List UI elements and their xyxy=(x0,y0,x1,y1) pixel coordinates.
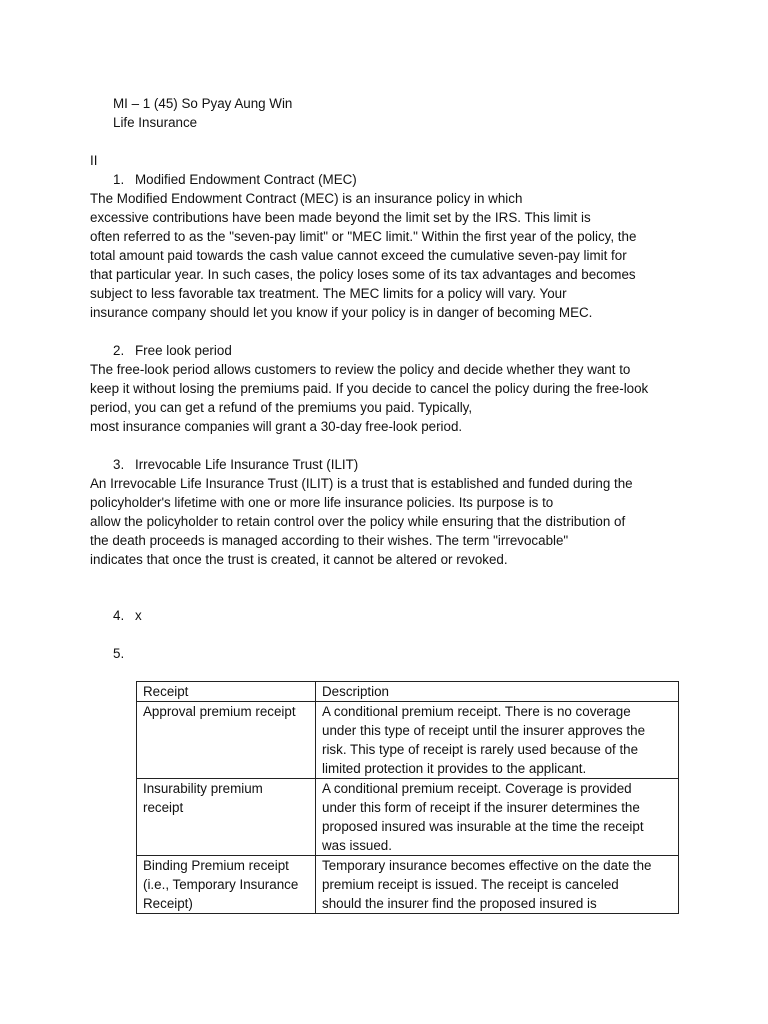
receipt-text: Approval premium receipt xyxy=(143,704,296,719)
description-text: should the insurer find the proposed insured is xyxy=(322,896,597,911)
header-description: Description xyxy=(316,682,679,702)
section-2-line: The free-look period allows customers to review the policy and decide whether they want to xyxy=(90,362,631,377)
author-line: MI – 1 (45) So Pyay Aung Win xyxy=(113,96,293,111)
section-3-line: the death proceeds is managed according to their wishes. The term "irrevocable" xyxy=(90,533,569,548)
section-3-line: An Irrevocable Life Insurance Trust (ILIT) is a trust that is established and funded during the xyxy=(90,476,633,491)
description-cell xyxy=(316,779,679,856)
section-2-line: most insurance companies will grant a 30-day free-look period. xyxy=(90,419,463,434)
section-1-line: subject to less favorable tax treatment. The MEC limits for a policy will vary. Your xyxy=(90,286,567,301)
receipt-cell xyxy=(137,702,316,779)
section-1-heading xyxy=(113,170,357,189)
section-1-line: total amount paid towards the cash value cannot exceed the cumulative seven-pay limit for xyxy=(90,248,627,263)
section-1-line: insurance company should let you know if your policy is in danger of becoming MEC. xyxy=(90,305,593,320)
table-row xyxy=(137,702,679,779)
description-text: under this form of receipt if the insurer determines the xyxy=(322,800,640,815)
section-3-line: policyholder's lifetime with one or more life insurance policies. Its purpose is to xyxy=(90,495,554,510)
description-text: proposed insured was insurable at the time the receipt xyxy=(322,819,644,834)
section-1-line: The Modified Endowment Contract (MEC) is an insurance policy in which xyxy=(90,191,523,206)
description-text: was issued. xyxy=(322,838,392,853)
section-2-title: Free look period xyxy=(135,343,232,358)
section-1-line: that particular year. In such cases, the policy loses some of its tax advantages and becomes xyxy=(90,267,636,282)
section-3-number: 3. xyxy=(113,457,125,472)
receipt-cell xyxy=(137,856,316,914)
section-2-line: keep it without losing the premiums paid. If you decide to cancel the policy during the free-look xyxy=(90,381,649,396)
receipt-text: receipt xyxy=(143,800,184,815)
receipt-text: Insurability premium xyxy=(143,781,263,796)
section-1-line: often referred to as the "seven-pay limit" or "MEC limit." Within the first year of the policy, the xyxy=(90,229,637,244)
section-3-heading xyxy=(113,455,358,474)
description-text: under this type of receipt until the insurer approves the xyxy=(322,723,646,738)
section-2-number: 2. xyxy=(113,343,125,358)
receipt-cell xyxy=(137,779,316,856)
item-5-number: 5. xyxy=(113,646,125,661)
item-5 xyxy=(113,644,135,663)
section-3-title: Irrevocable Life Insurance Trust (ILIT) xyxy=(135,457,359,472)
part-label: II xyxy=(90,153,98,168)
section-1-line: excessive contributions have been made beyond the limit set by the IRS. This limit is xyxy=(90,210,591,225)
description-text: A conditional premium receipt. Coverage is provided xyxy=(322,781,632,796)
table-header-row xyxy=(137,682,679,702)
receipt-table xyxy=(136,681,679,914)
description-cell xyxy=(316,856,679,914)
section-3-line: allow the policyholder to retain control over the policy while ensuring that the distribution of xyxy=(90,514,626,529)
item-4-number: 4. xyxy=(113,608,125,623)
table-row xyxy=(137,856,679,914)
section-1-title: Modified Endowment Contract (MEC) xyxy=(135,172,357,187)
item-4 xyxy=(113,606,142,625)
subject-line: Life Insurance xyxy=(113,115,198,130)
description-text: A conditional premium receipt. There is no coverage xyxy=(322,704,631,719)
header-receipt: Receipt xyxy=(137,682,316,702)
description-text: limited protection it provides to the applicant. xyxy=(322,761,587,776)
section-2-heading xyxy=(113,341,232,360)
receipt-text: (i.e., Temporary Insurance xyxy=(143,877,299,892)
description-text: premium receipt is issued. The receipt is canceled xyxy=(322,877,619,892)
section-2-line: period, you can get a refund of the premiums you paid. Typically, xyxy=(90,400,473,415)
section-3-line: indicates that once the trust is created, it cannot be altered or revoked. xyxy=(90,552,508,567)
description-cell xyxy=(316,702,679,779)
table-row xyxy=(137,779,679,856)
item-4-text: x xyxy=(135,608,142,623)
description-text: Temporary insurance becomes effective on the date the xyxy=(322,858,652,873)
description-text: risk. This type of receipt is rarely used because of the xyxy=(322,742,639,757)
receipt-text: Receipt) xyxy=(143,896,193,911)
section-1-number: 1. xyxy=(113,172,125,187)
receipt-text: Binding Premium receipt xyxy=(143,858,289,873)
